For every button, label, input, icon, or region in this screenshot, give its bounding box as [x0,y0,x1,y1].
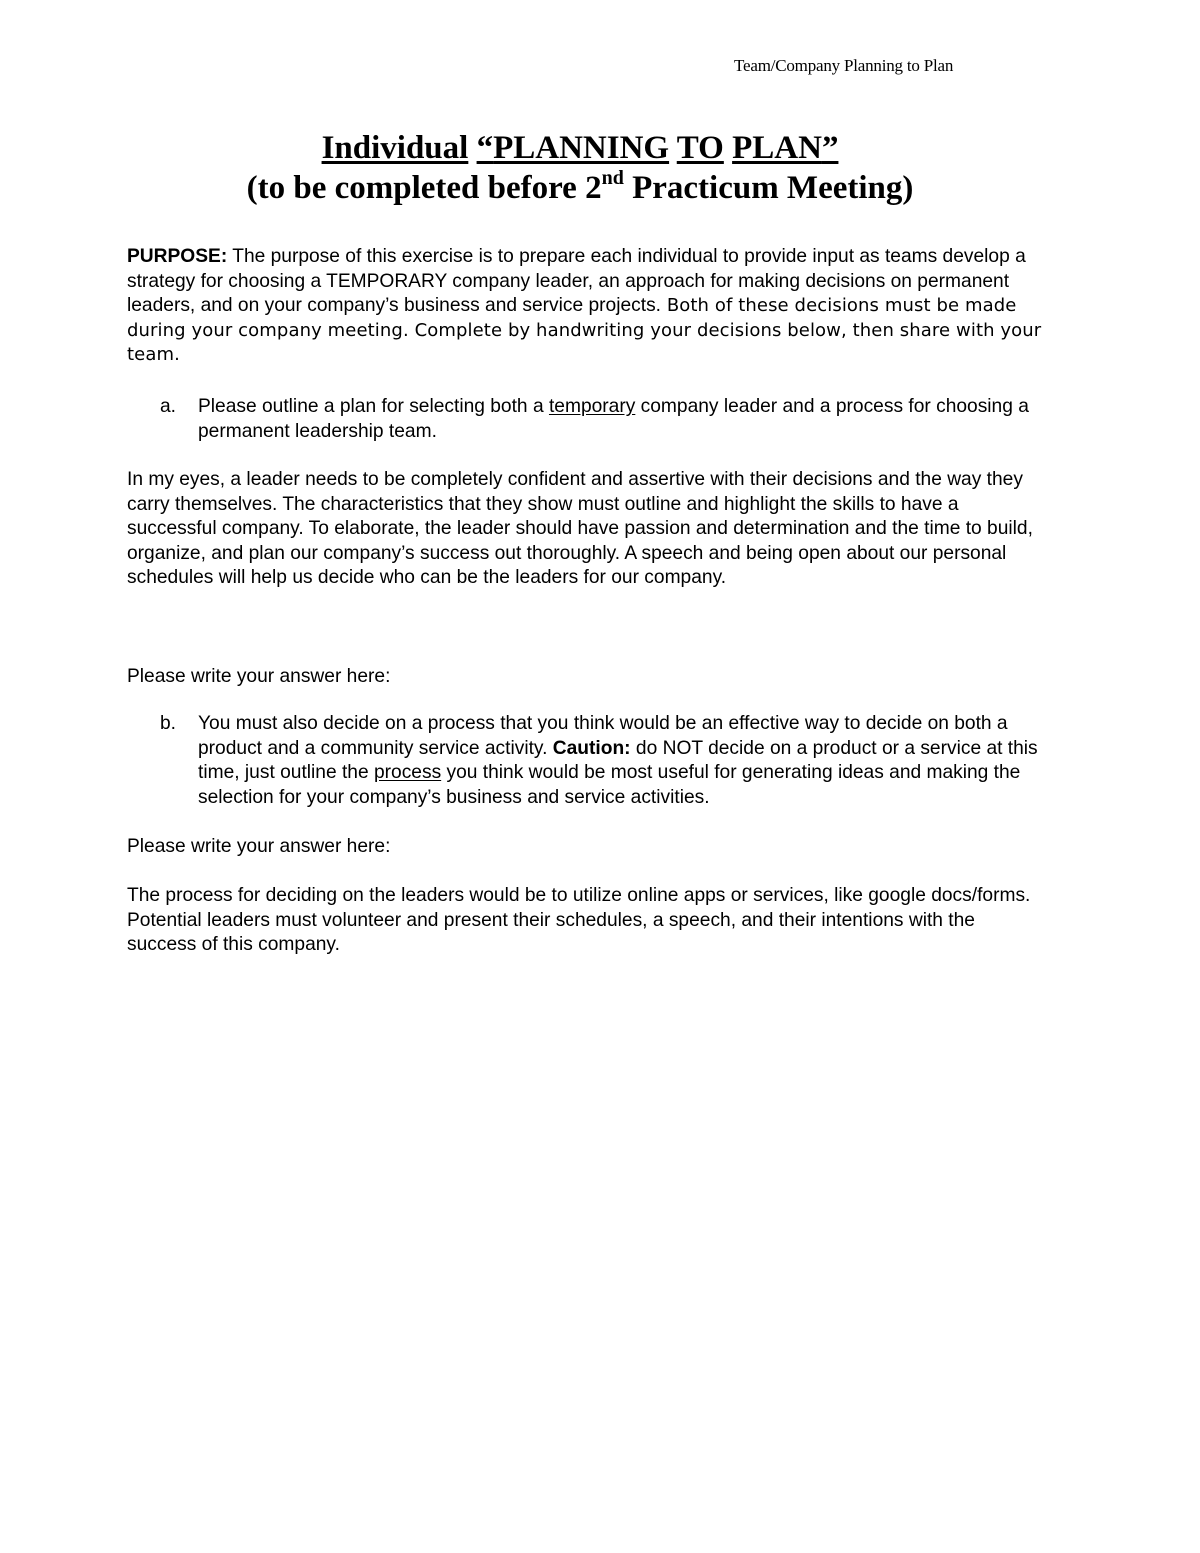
answer-b-paragraph: The process for deciding on the leaders would be to utilize online apps or services, like google docs/forms. Potential leaders must volunteer and present their schedules, a speech, and their intentions with the success of this company. [127,885,1031,956]
item-a-text-before: Please outline a plan for selecting both a [198,396,549,417]
caution-label: Caution: [552,737,631,759]
title-line-1 [0,128,1160,168]
purpose-label: PURPOSE: [127,246,228,267]
subtitle-prefix: (to be completed before 2 [246,170,602,206]
item-b-text-middle: do NOT decide on a product or a service at this time, just outline the [198,737,1038,784]
page-title [0,128,1160,208]
list-item-a [160,395,1060,444]
purpose-text-part1: The purpose of this exercise is to prepare each individual to provide input as teams develop a strategy for choosing a TEMPORARY company leader, an approach for making decisions on permanent leaders, and on your company’s business and service projects. [127,246,1026,317]
title-close-quote: ” [821,130,839,166]
list-item-a-text [198,395,1060,444]
purpose-paragraph [127,245,1047,368]
purpose-text-part2: Both of these decisions must be made during your company meeting. Complete by handwriting your decisions below, then share with your team. [127,295,1042,366]
title-open-quote: “ [476,130,494,166]
list-marker-b: b. [160,713,177,734]
title-word-plan-wrap [732,130,838,166]
title-word-individual: Individual [321,130,469,166]
title-line-2 [0,168,1160,208]
item-a-text-after: company leader and a process for choosing a permanent leadership team. [198,396,1029,442]
title-quoted-phrase [477,130,670,166]
title-word-planning: PLANNING [493,130,670,166]
answer-prompt-b: Please write your answer here: [127,836,391,857]
subtitle-suffix: Practicum Meeting) [623,170,914,206]
title-word-to: TO [676,130,724,166]
title-word-plan: PLAN [732,130,822,166]
item-b-text-after: you think would be most useful for generating ideas and making the selection for your company’s business and service activities. [198,762,1021,808]
answer-prompt-a: Please write your answer here: [127,666,391,687]
answer-a-paragraph: In my eyes, a leader needs to be completely confident and assertive with their decisions and the way they carry themselves. The characteristics that they show must outline and highlight the skills to have a successful company. To elaborate, the leader should have passion and determination and the time to build, organize, and plan our company’s success out thoroughly. A speech and being open about our personal schedules will help us decide who can be the leaders for our company. [127,469,1033,589]
list-item-b [160,712,1060,810]
item-b-text-before: You must also decide on a process that you think would be an effective way to decide on both a product and a community service activity. [198,713,1008,759]
item-b-underlined: process [373,762,442,784]
item-a-underlined: temporary [548,396,636,417]
running-header: Team/Company Planning to Plan [734,56,954,75]
subtitle-superscript: nd [601,167,624,189]
list-item-b-text [198,712,1060,810]
list-marker-a: a. [160,396,177,417]
